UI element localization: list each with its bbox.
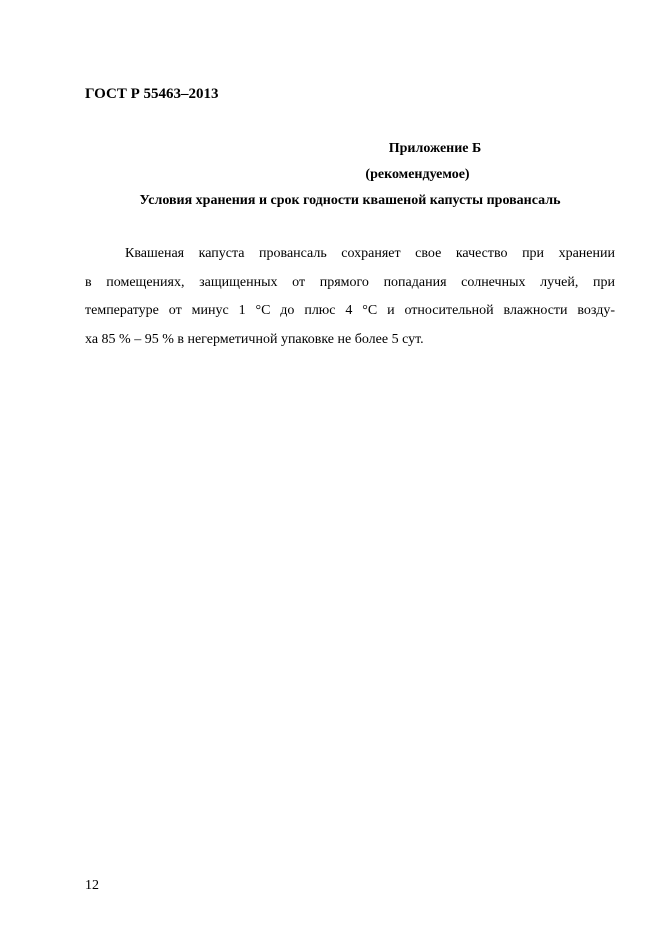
appendix-heading: Условия хранения и срок годности квашеной капусты провансаль [139,193,561,208]
body-line-2: в помещениях, защищенных от прямого попадания солнечных лучей, при [85,274,615,290]
body-line-1: Квашеная капуста провансаль сохраняет свое качество при хранении [125,246,615,261]
appendix-title: Приложение Б [388,141,482,156]
body-line-4: ха 85 % – 95 % в негерметичной упаковке не более 5 сут. [85,331,424,347]
page-number: 12 [85,878,99,893]
appendix-heading-block [85,136,615,214]
appendix-status: (рекомендуемое) [365,167,470,182]
document-code: ГОСТ Р 55463–2013 [85,86,219,102]
body-paragraph [85,240,615,354]
body-line-3: температуре от минус 1 °С до плюс 4 °С и относительной влажности возду- [85,303,615,318]
